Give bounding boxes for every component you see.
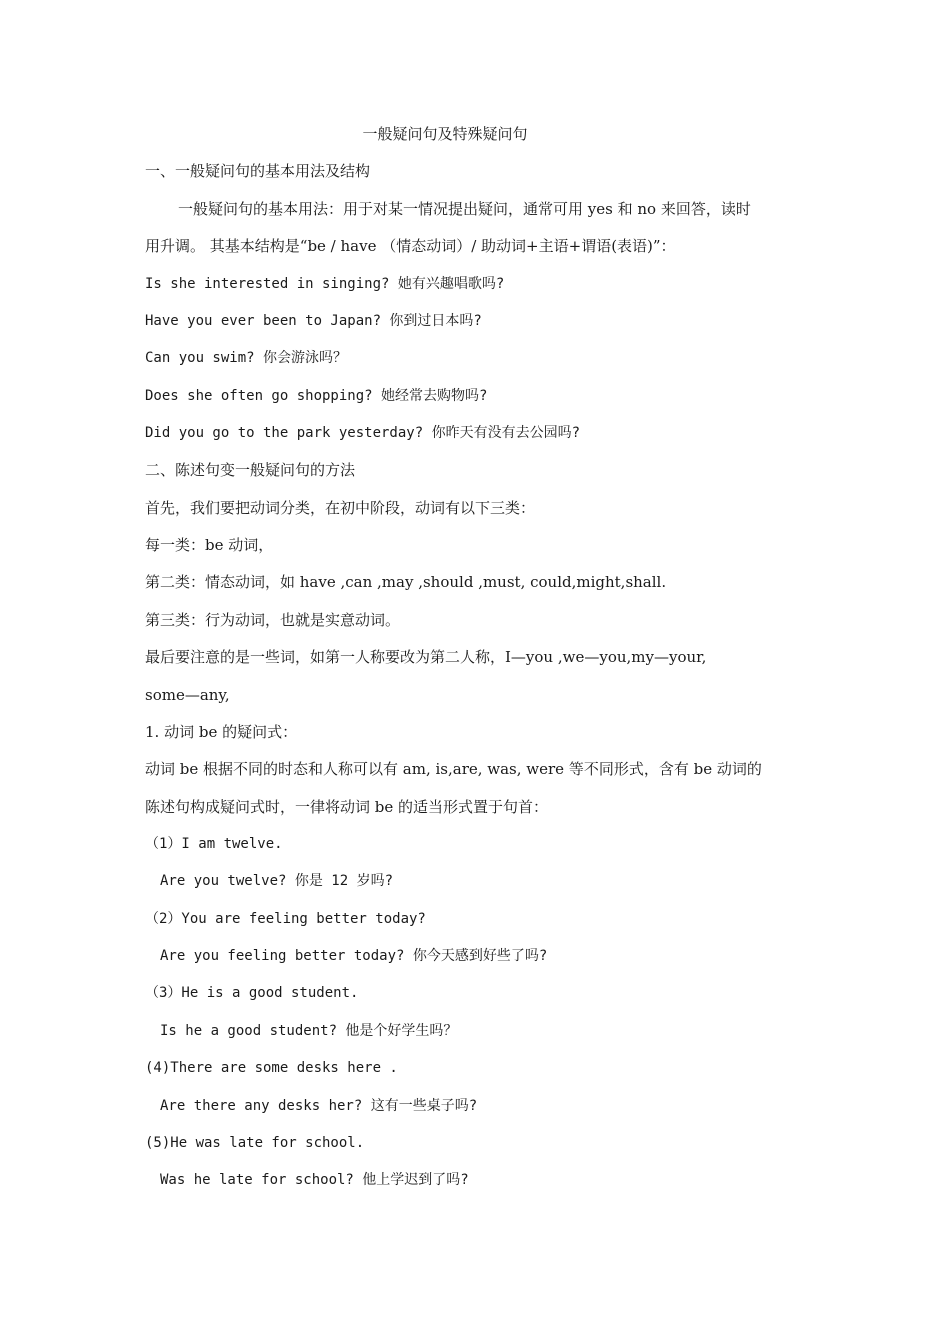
example-question: Are you twelve? 你是 12 岁吗? <box>160 873 394 889</box>
subsection-heading: 1. 动词 be 的疑问式： <box>145 723 298 741</box>
paragraph-line: 首先，我们要把动词分类，在初中阶段，动词有以下三类： <box>145 499 536 517</box>
paragraph-line: 用升调。 其基本结构是“be / have （情态动词）/ 助动词+主语+谓语(表语)”： <box>145 237 676 255</box>
example-line: Is she interested in singing? 她有兴趣唱歌吗? <box>145 276 505 292</box>
paragraph-line: 第三类：行为动词，也就是实意动词。 <box>145 611 401 629</box>
example-statement: （3）He is a good student. <box>145 985 359 1001</box>
paragraph-line: some—any, <box>145 686 230 704</box>
example-question: Are you feeling better today? 你今天感到好些了吗? <box>160 948 548 964</box>
example-line: Does she often go shopping? 她经常去购物吗? <box>145 388 488 404</box>
example-line: Can you swim? 你会游泳吗？ <box>145 350 348 366</box>
section-heading-2: 二、陈述句变一般疑问句的方法 <box>145 461 356 479</box>
example-line: Have you ever been to Japan? 你到过日本吗? <box>145 313 482 329</box>
example-statement: (5)He was late for school. <box>145 1135 365 1151</box>
example-question: Was he late for school? 他上学迟到了吗? <box>160 1172 469 1188</box>
example-statement: （2）You are feeling better today? <box>145 911 426 927</box>
paragraph-line: 第二类：情态动词，如 have ,can ,may ,should ,must, could,might,shall. <box>145 573 667 591</box>
document-title: 一般疑问句及特殊疑问句 <box>362 125 528 143</box>
example-line: Did you go to the park yesterday? 你昨天有没有去公园吗? <box>145 425 581 441</box>
example-question: Is he a good student? 他是个好学生吗？ <box>160 1023 458 1039</box>
paragraph-line: 最后要注意的是一些词，如第一人称要改为第二人称，I—you ,we—you,my—your, <box>145 648 707 666</box>
section-heading-1: 一、一般疑问句的基本用法及结构 <box>145 162 371 180</box>
example-statement: （1）I am twelve. <box>145 836 283 852</box>
paragraph-line: 动词 be 根据不同的时态和人称可以有 am, is,are, was, were 等不同形式，含有 be 动词的 <box>145 760 762 778</box>
paragraph-line: 陈述句构成疑问式时，一律将动词 be 的适当形式置于句首： <box>145 798 549 816</box>
example-statement: (4)There are some desks here . <box>145 1060 398 1076</box>
paragraph-line: 每一类：be 动词， <box>145 536 274 554</box>
paragraph-line: 一般疑问句的基本用法：用于对某一情况提出疑问，通常可用 yes 和 no 来回答，读时 <box>178 200 751 218</box>
example-question: Are there any desks her? 这有一些桌子吗? <box>160 1098 478 1114</box>
